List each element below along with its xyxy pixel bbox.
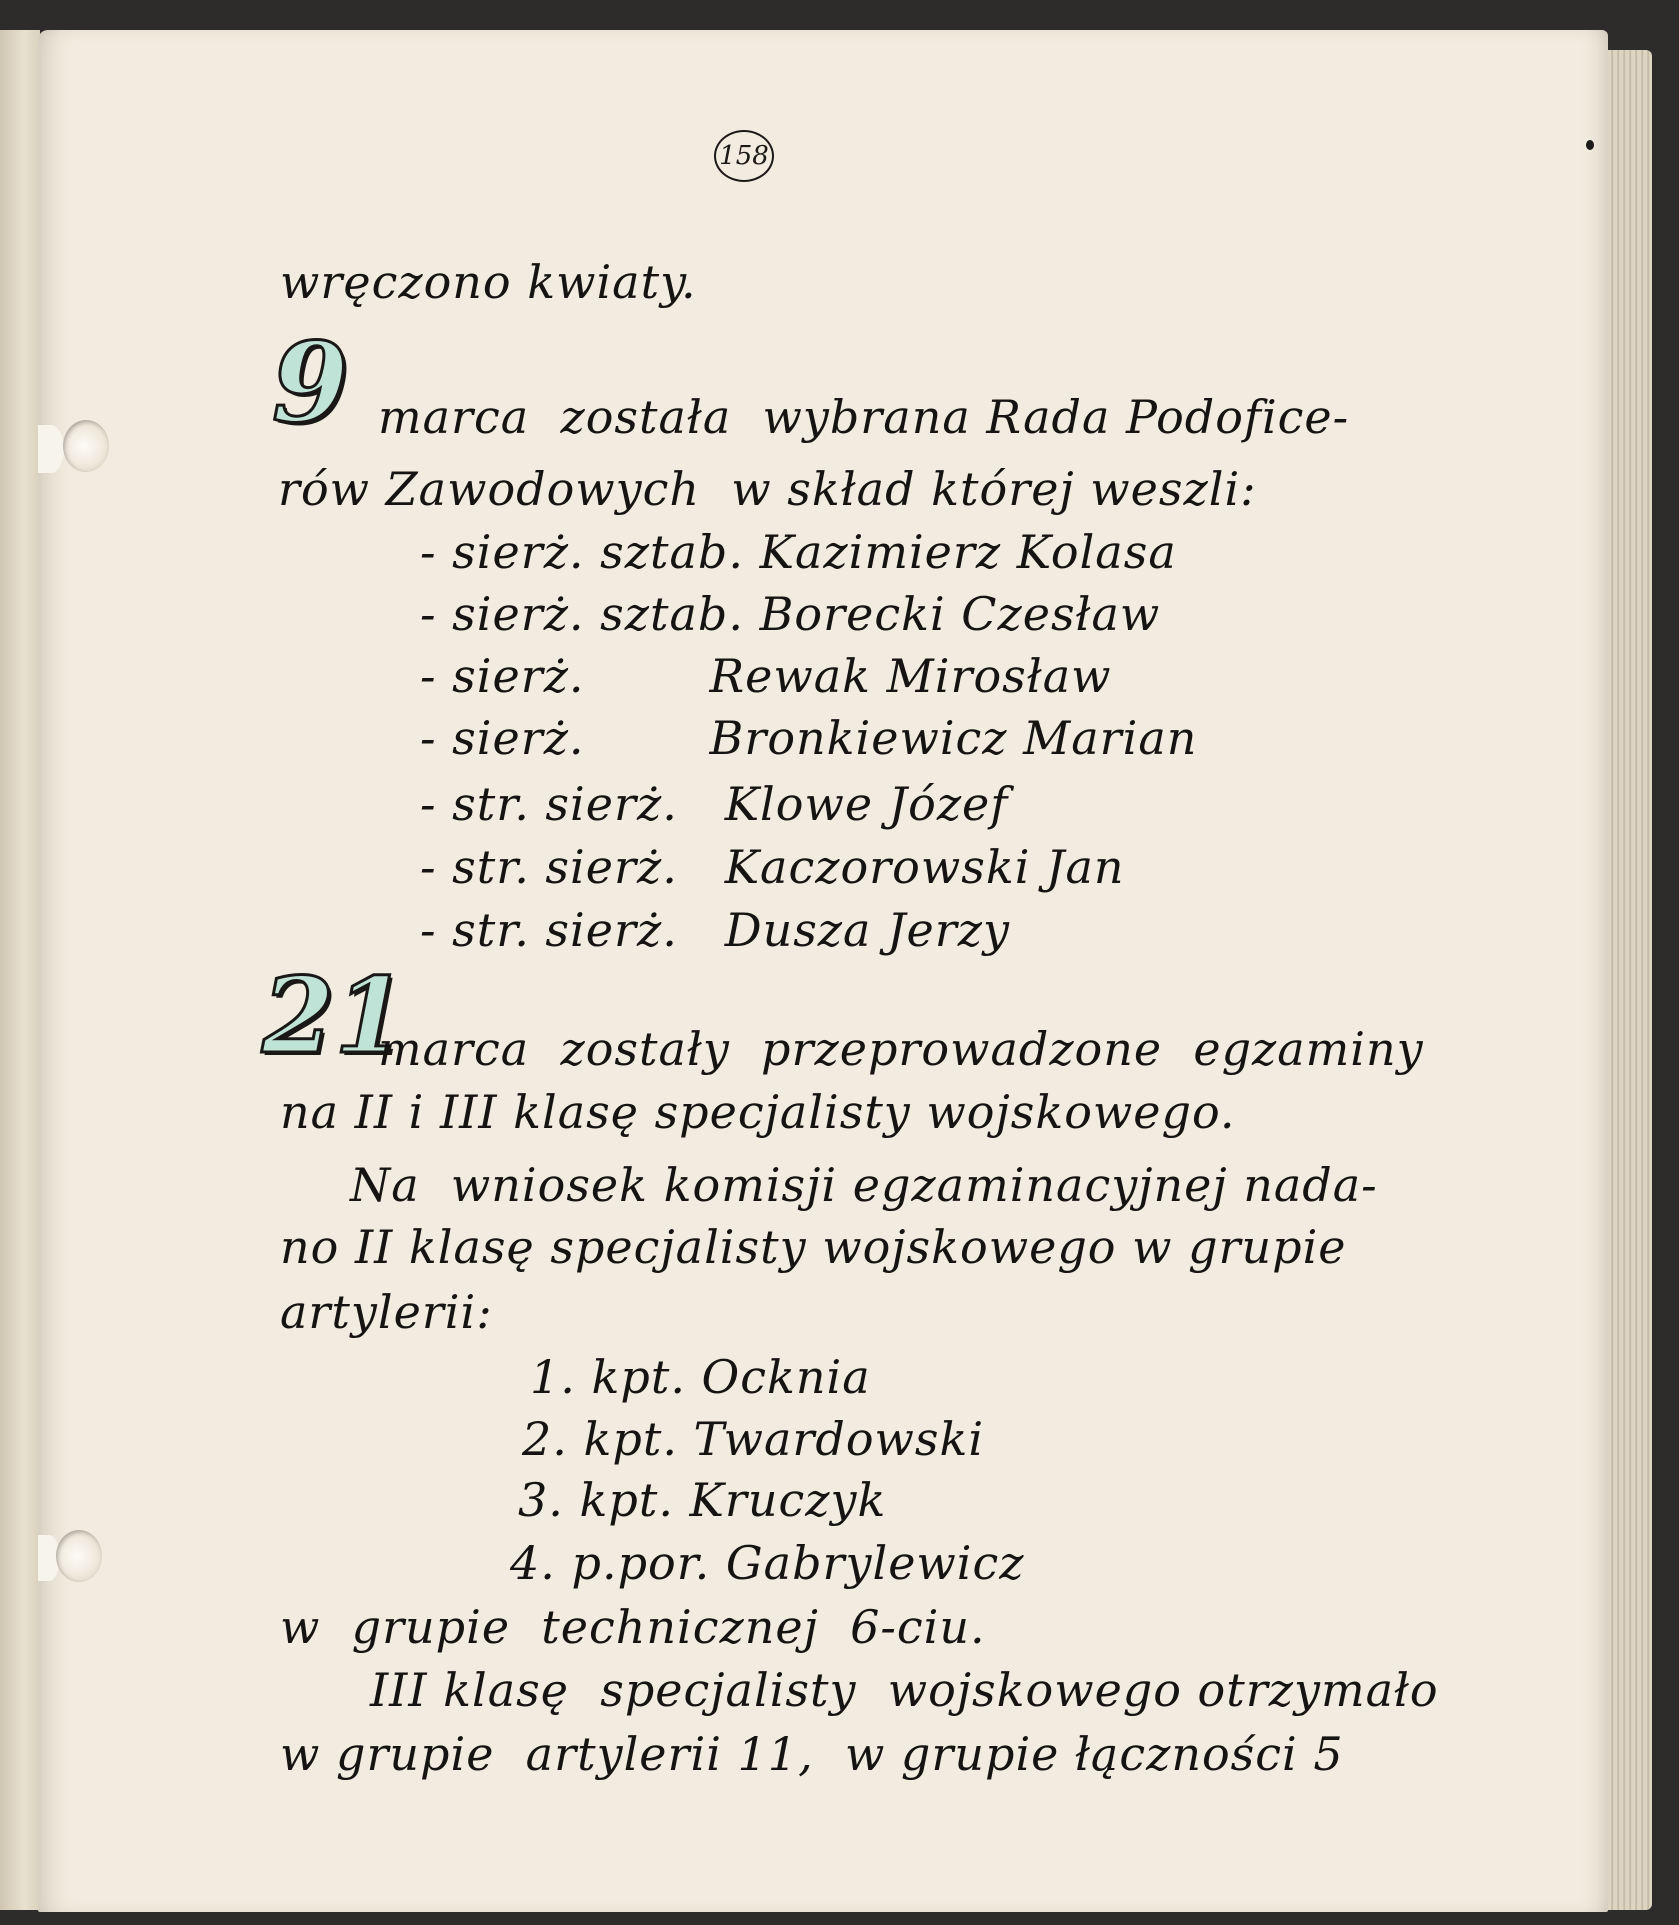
text-line: w grupie technicznej 6-ciu. (280, 1600, 986, 1654)
text-line: wręczono kwiaty. (280, 255, 697, 309)
binder-hole (56, 1530, 102, 1582)
text-line: marca zostały przeprowadzone egzaminy (378, 1022, 1424, 1076)
list-item: 3. kpt. Kruczyk (518, 1473, 887, 1527)
list-item: - sierż. sztab. Borecki Czesław (420, 587, 1161, 641)
text-line: marca została wybrana Rada Podofice- (378, 390, 1350, 444)
text-line: Na wniosek komisji egzaminacyjnej nada- (350, 1158, 1378, 1212)
list-item: - sierż. Rewak Mirosław (420, 649, 1112, 703)
text-line: III klasę specjalisty wojskowego otrzymało (370, 1663, 1439, 1717)
drop-cap-21: 21 (262, 954, 407, 1077)
text-line: na II i III klasę specjalisty wojskowego. (280, 1085, 1236, 1139)
list-item: - str. sierż. Klowe Józef (420, 777, 1009, 831)
list-item: 1. kpt. Ocknia (530, 1350, 871, 1404)
ink-dot (1586, 140, 1594, 150)
binder-hole (63, 420, 109, 472)
text-line: rów Zawodowych w skład której weszli: (278, 462, 1257, 516)
previous-page-edge (0, 30, 40, 1910)
text-line: artylerii: (280, 1285, 493, 1339)
drop-cap-9: 9 (272, 318, 349, 447)
list-item: - sierż. sztab. Kazimierz Kolasa (420, 525, 1177, 579)
list-item: - str. sierż. Kaczorowski Jan (420, 840, 1125, 894)
page-number: 158 (714, 130, 774, 182)
text-line: w grupie artylerii 11, w grupie łączności 5 (280, 1727, 1344, 1781)
list-item: 2. kpt. Twardowski (522, 1412, 985, 1466)
list-item: - sierż. Bronkiewicz Marian (420, 711, 1198, 765)
list-item: 4. p.por. Gabrylewicz (510, 1536, 1025, 1590)
punch-hole-tab (38, 425, 64, 473)
list-item: - str. sierż. Dusza Jerzy (420, 903, 1010, 957)
text-line: no II klasę specjalisty wojskowego w grupie (280, 1220, 1347, 1274)
